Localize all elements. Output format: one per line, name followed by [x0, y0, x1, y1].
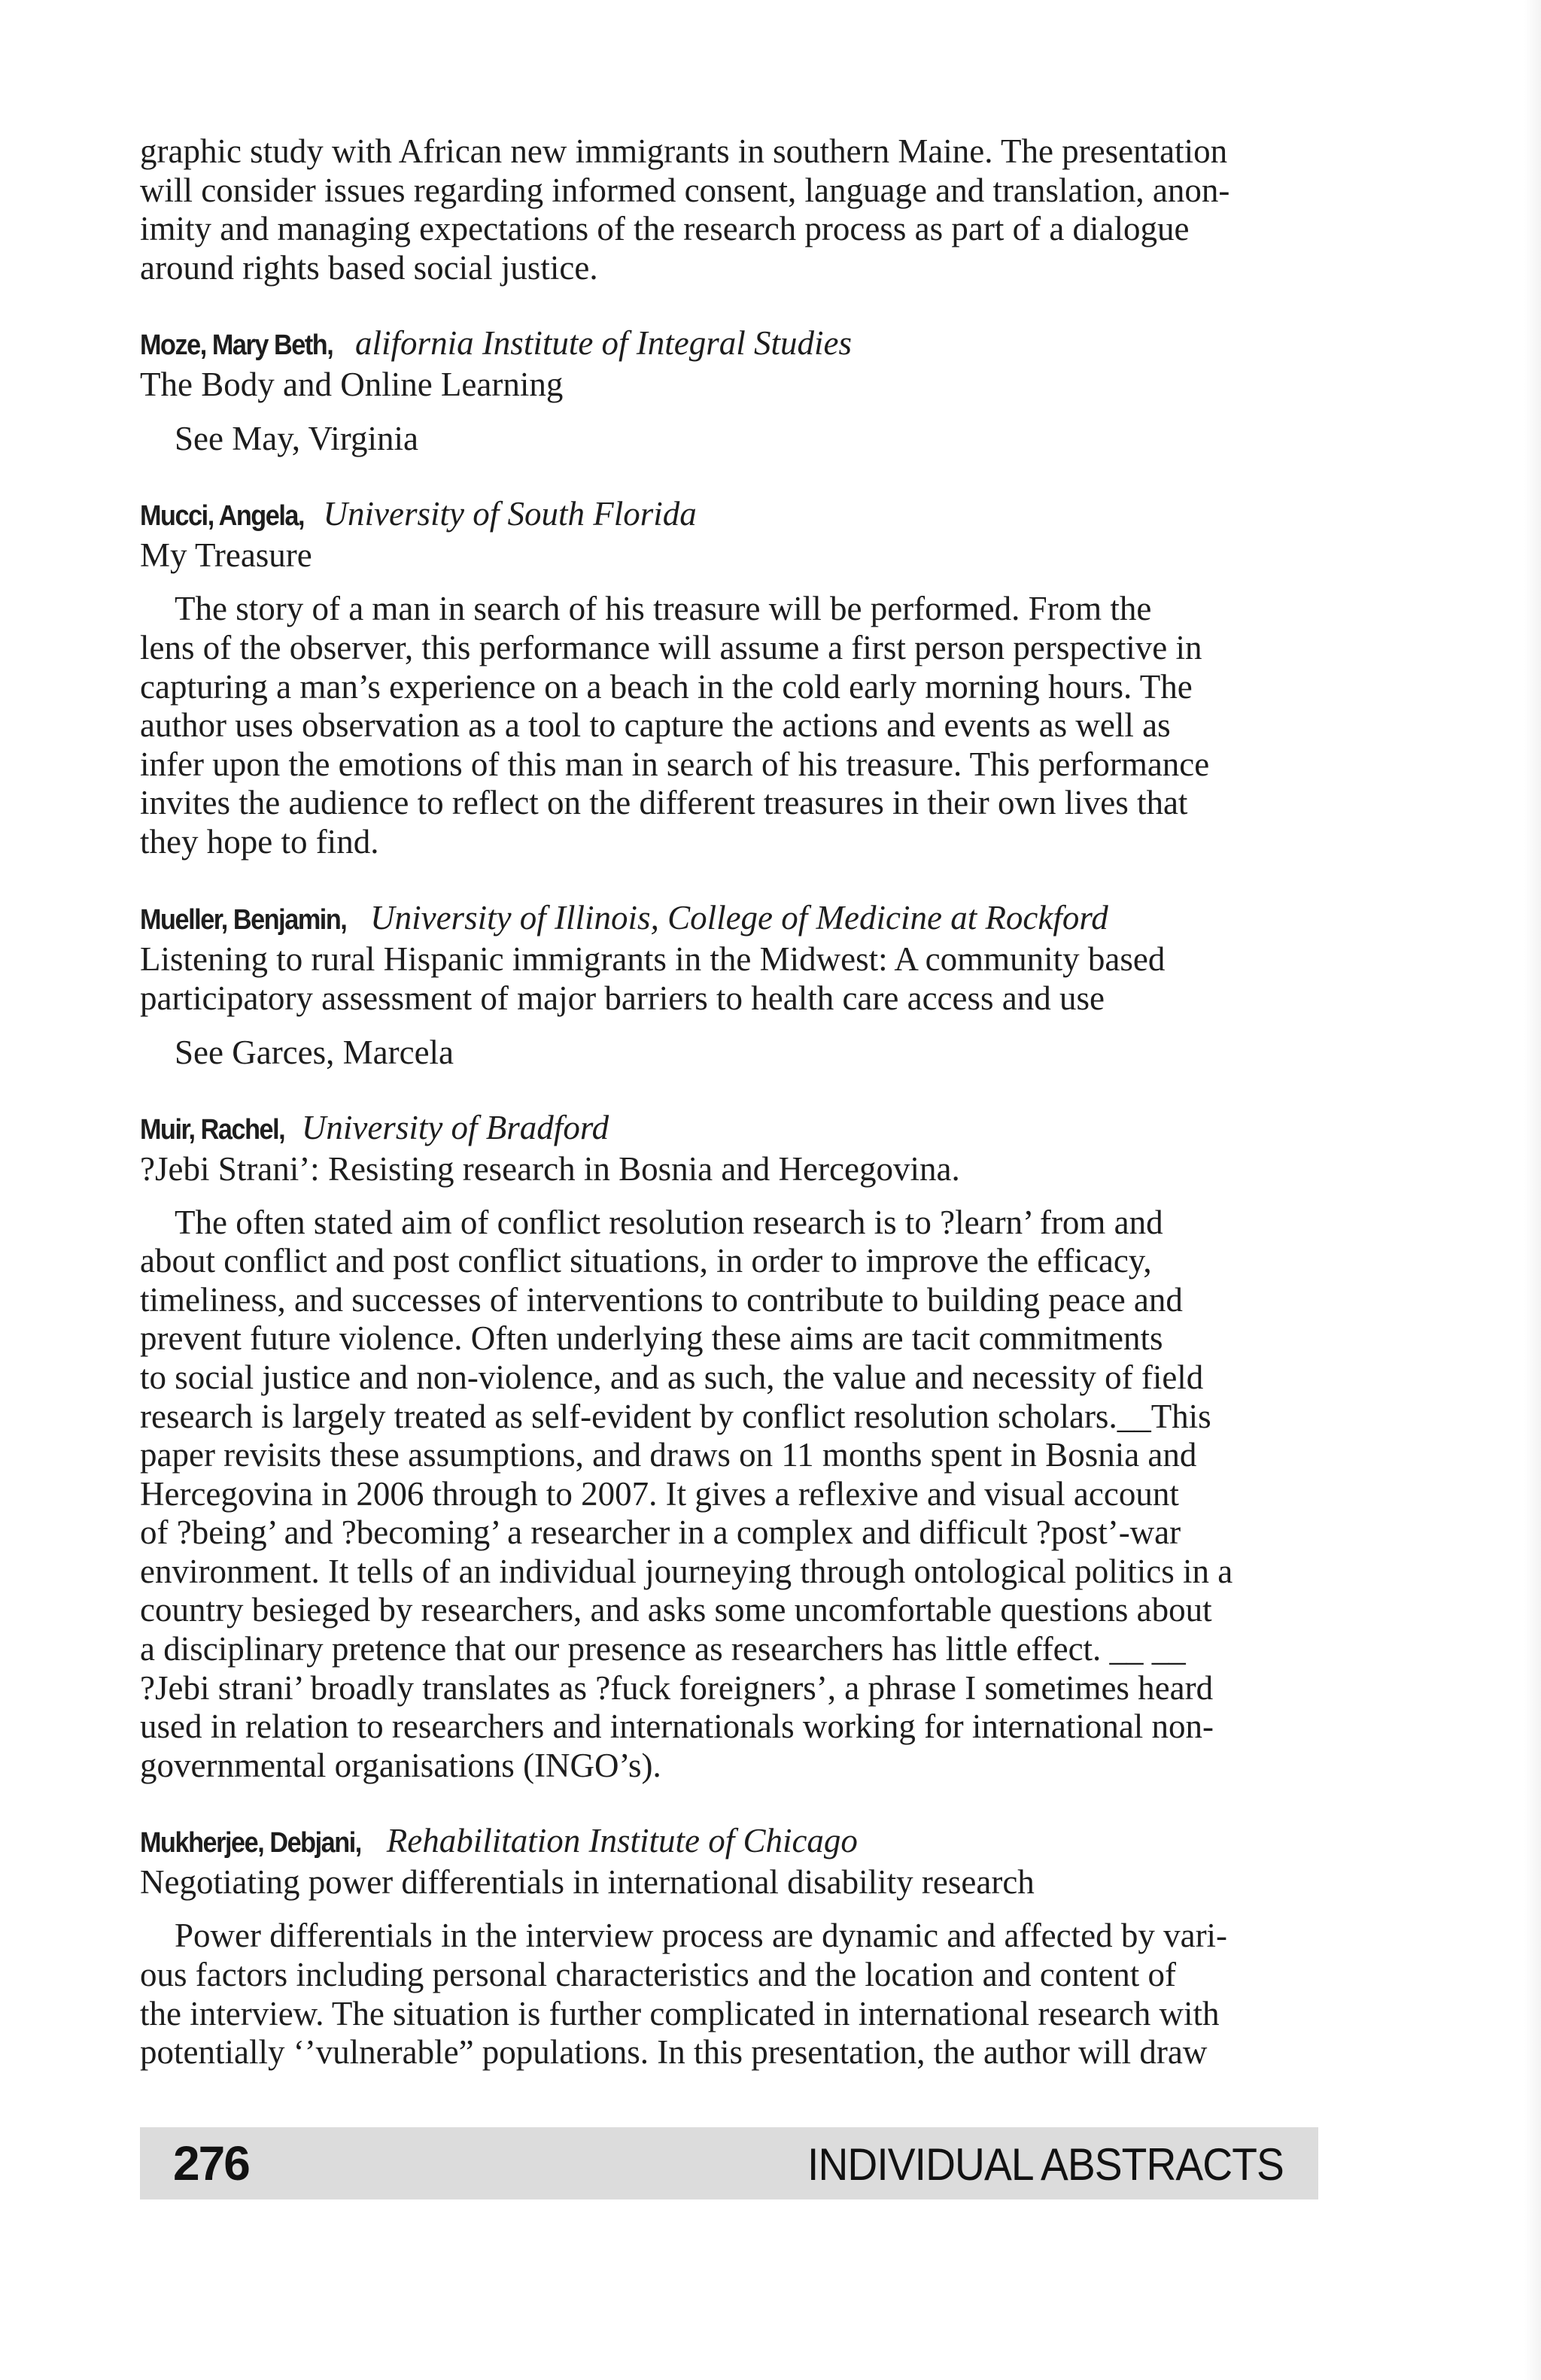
entry-heading	[140, 1108, 1320, 1149]
entry-heading	[140, 494, 1320, 536]
text-line: of ?being’ and ?becoming’ a researcher in a complex and difficult ?post’-war	[140, 1513, 1181, 1552]
text-line: timeliness, and successes of interventions to contribute to building peace and	[140, 1280, 1183, 1319]
text-line: invites the audience to reflect on the different treasures in their own lives that	[140, 784, 1188, 822]
abstract-text	[140, 1917, 1320, 2072]
presentation-title: Listening to rural Hispanic immigrants in the Midwest: A community based	[140, 940, 1166, 978]
page-number: 276	[173, 2136, 249, 2190]
abstract-entry-moze	[140, 323, 1320, 458]
text-line: research is largely treated as self-evident by conflict resolution scholars.__This	[140, 1397, 1211, 1435]
abstract-text	[140, 1204, 1320, 1786]
text-line: lens of the observer, this performance will assume a first person perspective in	[140, 628, 1202, 666]
text-line: paper revisits these assumptions, and draws on 11 months spent in Bosnia and	[140, 1436, 1197, 1474]
see-reference: See May, Virginia	[175, 420, 418, 458]
abstract-entry-muir	[140, 1108, 1320, 1786]
abstract-entry-mueller	[140, 898, 1320, 1072]
text-line: to social justice and non-violence, and as such, the value and necessity of field	[140, 1358, 1204, 1396]
presentation-title: My Treasure	[140, 536, 312, 575]
text-line: infer upon the emotions of this man in search of his treasure. This performance	[140, 745, 1210, 783]
text-line: country besieged by researchers, and asks some uncomfortable questions about	[140, 1591, 1212, 1629]
author-name: Mueller, Benjamin,	[140, 903, 347, 936]
text-line: the interview. The situation is further complicated in international research with	[140, 1994, 1220, 2032]
text-line: prevent future violence. Often underlying these aims are tacit commitments	[140, 1319, 1163, 1358]
text-line: they hope to find.	[140, 822, 379, 861]
author-affiliation: Rehabilitation Institute of Chicago	[386, 1822, 858, 1860]
author-affiliation: University of Illinois, College of Medicine at Rockford	[370, 898, 1108, 937]
author-affiliation: University of South Florida	[323, 495, 697, 533]
text-line: imity and managing expectations of the research process as part of a dialogue	[140, 210, 1190, 248]
text-line: ?Jebi strani’ broadly translates as ?fuck foreigners’, a phrase I sometimes heard	[140, 1668, 1214, 1707]
author-name: Mucci, Angela,	[140, 500, 305, 533]
presentation-title: ?Jebi Strani’: Resisting research in Bosnia and Hercegovina.	[140, 1149, 960, 1188]
author-name: Mukherjee, Debjani,	[140, 1827, 361, 1859]
presentation-title: The Body and Online Learning	[140, 366, 564, 404]
text-line: about conflict and post conflict situations, in order to improve the efficacy,	[140, 1242, 1152, 1280]
author-name: Moze, Mary Beth,	[140, 329, 333, 362]
abstract-entry-mukherjee	[140, 1821, 1320, 2072]
presentation-title: Negotiating power differentials in international disability research	[140, 1863, 1035, 1902]
text-line: around rights based social justice.	[140, 248, 598, 287]
text-line: The often stated aim of conflict resolution research is to ?learn’ from and	[175, 1203, 1163, 1241]
page-body	[140, 132, 1320, 2072]
text-line: capturing a man’s experience on a beach in the cold early morning hours. The	[140, 667, 1193, 706]
abstract-entry-mucci	[140, 494, 1320, 861]
text-line: graphic study with African new immigrants in southern Maine. The presentation	[140, 132, 1228, 170]
text-line: Power differentials in the interview process are dynamic and affected by vari-	[175, 1917, 1228, 1955]
text-line: The story of a man in search of his treasure will be performed. From the	[175, 590, 1152, 628]
abstract-text	[140, 590, 1320, 861]
text-line: ous factors including personal characteristics and the location and content of	[140, 1956, 1177, 1994]
text-line: environment. It tells of an individual journeying through ontological politics in a	[140, 1552, 1233, 1590]
text-line: author uses observation as a tool to capture the actions and events as well as	[140, 706, 1171, 745]
text-line: a disciplinary pretence that our presence as researchers has little effect. __ __	[140, 1630, 1186, 1668]
see-reference: See Garces, Marcela	[175, 1033, 454, 1071]
entry-heading	[140, 1821, 1320, 1862]
page-edge-shadow	[1524, 0, 1541, 2380]
text-line: will consider issues regarding informed consent, language and translation, anon-	[140, 171, 1230, 209]
entry-heading	[140, 898, 1320, 940]
running-footer-title: INDIVIDUAL ABSTRACTS	[807, 2139, 1284, 2190]
page-footer	[140, 2127, 1318, 2199]
text-line: governmental organisations (INGO’s).	[140, 1746, 661, 1784]
author-affiliation: University of Bradford	[301, 1108, 609, 1146]
presentation-title: participatory assessment of major barriers to health care access and use	[140, 979, 1105, 1017]
author-affiliation: alifornia Institute of Integral Studies	[355, 324, 853, 363]
text-line: Hercegovina in 2006 through to 2007. It gives a reflexive and visual account	[140, 1474, 1179, 1513]
entry-heading	[140, 323, 1320, 365]
text-line: potentially ‘’vulnerable” populations. In this presentation, the author will draw	[140, 2033, 1208, 2072]
author-name: Muir, Rachel,	[140, 1113, 285, 1146]
opening-paragraph	[140, 132, 1320, 287]
text-line: used in relation to researchers and internationals working for international non-	[140, 1708, 1214, 1746]
